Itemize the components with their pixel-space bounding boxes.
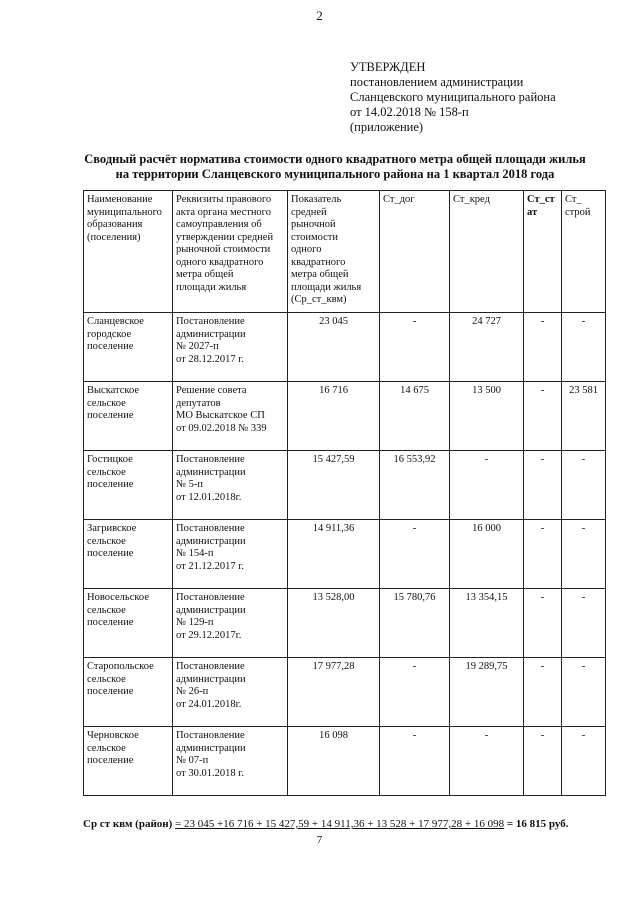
header-line: самоуправления об [176, 219, 262, 230]
cell-line: от 09.02.2018 № 339 [176, 422, 267, 434]
header-line: образования [87, 219, 143, 230]
dog-cell: 14 675 [380, 382, 450, 451]
calculation-table [83, 190, 606, 796]
stat-cell: - [524, 382, 562, 451]
stat-cell: - [524, 658, 562, 727]
settlement-name-cell [84, 313, 173, 382]
cell-line: Выскатское [87, 385, 140, 396]
table-row [84, 589, 606, 658]
title-line: на территории Сланцевского муниципального района на 1 квартал 2018 года [115, 167, 555, 181]
settlement-name-cell [84, 451, 173, 520]
cell-line: № 129-п [176, 617, 214, 628]
table-body [84, 313, 606, 796]
header-line: утверждении средней [176, 231, 274, 243]
cell-line: депутатов [176, 397, 221, 409]
cell-line: № 154-п [176, 548, 214, 559]
cell-line: сельское [87, 535, 126, 547]
cell-line: № 5-п [176, 479, 204, 490]
cell-line: поселение [87, 548, 134, 559]
column-header [380, 191, 450, 313]
kred-cell: 16 000 [450, 520, 524, 589]
approval-line: от 14.02.2018 № 158-п [350, 105, 469, 119]
formula [83, 818, 568, 830]
cell-line: Сланцевское [87, 316, 144, 327]
cell-line: администрации [176, 328, 246, 340]
legal-act-cell [173, 658, 288, 727]
cell-line: Гостицкое [87, 454, 133, 465]
header-line: Ст_ст [527, 194, 555, 205]
cell-line: Новосельское [87, 592, 149, 603]
kred-cell: 24 727 [450, 313, 524, 382]
cell-line: от 29.12.2017г. [176, 629, 242, 641]
stroy-cell: - [562, 658, 606, 727]
stat-cell: - [524, 313, 562, 382]
legal-act-cell [173, 451, 288, 520]
cell-line: от 28.12.2017 г. [176, 353, 244, 365]
cell-line: Постановление [176, 316, 245, 327]
settlement-name-cell [84, 382, 173, 451]
header-line: (Ср_ст_квм) [291, 294, 347, 305]
stroy-cell: - [562, 727, 606, 796]
cell-line: Постановление [176, 454, 245, 465]
cell-line: Постановление [176, 523, 245, 534]
header-line: средней [291, 206, 327, 218]
legal-act-cell [173, 520, 288, 589]
cell-line: поселение [87, 341, 134, 352]
legal-act-cell [173, 382, 288, 451]
cell-line: МО Выскатское СП [176, 410, 265, 421]
cell-line: Постановление [176, 661, 245, 672]
approval-block [350, 60, 556, 135]
cell-line: сельское [87, 604, 126, 616]
header-line: метра общей [176, 269, 234, 280]
stroy-cell: - [562, 451, 606, 520]
dog-cell: - [380, 313, 450, 382]
header-line: Реквизиты правового [176, 194, 272, 205]
settlement-name-cell [84, 658, 173, 727]
header-line: одного квадратного [176, 256, 264, 268]
formula-label: Ср ст квм (район) [83, 818, 176, 830]
approval-line: (приложение) [350, 120, 424, 134]
cell-line: от 21.12.2017 г. [176, 560, 244, 572]
stroy-cell: - [562, 589, 606, 658]
stroy-cell: - [562, 313, 606, 382]
header-line: муниципального [87, 206, 162, 218]
table-row [84, 520, 606, 589]
cell-line: от 30.01.2018 г. [176, 767, 244, 779]
stat-cell: - [524, 451, 562, 520]
page-number: 2 [316, 8, 323, 23]
header-line: акта органа местного [176, 206, 271, 218]
cell-line: администрации [176, 466, 246, 478]
cell-line: сельское [87, 742, 126, 754]
legal-act-cell [173, 589, 288, 658]
header-line: Ст_кред [453, 194, 490, 205]
header-line: площади жилья [176, 281, 247, 293]
legal-act-cell [173, 313, 288, 382]
cell-line: Старопольское [87, 661, 154, 672]
stroy-cell: 23 581 [562, 382, 606, 451]
cell-line: Загривское [87, 523, 137, 534]
table-row [84, 658, 606, 727]
header-line: рыночной [291, 219, 336, 230]
cell-line: администрации [176, 535, 246, 547]
stat-cell: - [524, 727, 562, 796]
column-header [524, 191, 562, 313]
formula-expression: = 23 045 +16 716 + 15 427,59 + 14 911,36 + 13 528 + 17 977,28 + 16 098 [175, 818, 505, 830]
column-header [288, 191, 380, 313]
avg-cell: 16 098 [288, 727, 380, 796]
stat-cell: - [524, 520, 562, 589]
formula-result: = 16 815 руб. [504, 818, 569, 830]
cell-line: Постановление [176, 730, 245, 741]
dog-cell: - [380, 658, 450, 727]
cell-line: сельское [87, 466, 126, 478]
settlement-name-cell [84, 520, 173, 589]
cell-line: Решение совета [176, 385, 247, 396]
stroy-cell: - [562, 520, 606, 589]
approval-line: УТВЕРЖДЕН [350, 60, 426, 74]
table-row [84, 451, 606, 520]
approval-line: Сланцевского муниципального района [350, 90, 556, 104]
cell-line: администрации [176, 673, 246, 685]
header-line: Наименование [87, 194, 153, 205]
header-line: стоимости [291, 231, 339, 243]
kred-cell: 13 354,15 [450, 589, 524, 658]
avg-cell: 16 716 [288, 382, 380, 451]
column-header [562, 191, 606, 313]
table-row [84, 382, 606, 451]
header-line: метра общей [291, 269, 349, 280]
cell-line: № 07-п [176, 755, 209, 766]
table-row [84, 313, 606, 382]
cell-line: Постановление [176, 592, 245, 603]
title-line: Сводный расчёт норматива стоимости одного квадратного метра общей площади жилья [84, 152, 586, 166]
cell-line: сельское [87, 673, 126, 685]
kred-cell: - [450, 451, 524, 520]
cell-line: сельское [87, 397, 126, 409]
header-line: одного [291, 244, 322, 255]
settlement-name-cell [84, 727, 173, 796]
column-header [450, 191, 524, 313]
footer-page-number: 7 [316, 834, 323, 846]
header-line: (поселения) [87, 231, 141, 243]
avg-cell: 13 528,00 [288, 589, 380, 658]
cell-line: поселение [87, 686, 134, 697]
cell-line: № 2027-п [176, 341, 219, 352]
avg-cell: 17 977,28 [288, 658, 380, 727]
cell-line: поселение [87, 617, 134, 628]
kred-cell: 13 500 [450, 382, 524, 451]
table-header-row [84, 191, 606, 313]
cell-line: поселение [87, 479, 134, 490]
dog-cell: - [380, 520, 450, 589]
document-title [40, 152, 630, 182]
header-line: ат [527, 206, 538, 218]
column-header [173, 191, 288, 313]
cell-line: администрации [176, 742, 246, 754]
avg-cell: 15 427,59 [288, 451, 380, 520]
kred-cell: - [450, 727, 524, 796]
legal-act-cell [173, 727, 288, 796]
cell-line: от 12.01.2018г. [176, 491, 242, 503]
cell-line: от 24.01.2018г. [176, 698, 242, 710]
approval-line: постановлением администрации [350, 75, 524, 89]
cell-line: Черновское [87, 730, 139, 741]
header-line: строй [565, 206, 591, 218]
header-line: Показатель [291, 194, 342, 205]
header-line: Ст_дог [383, 194, 415, 205]
column-header [84, 191, 173, 313]
cell-line: администрации [176, 604, 246, 616]
header-line: площади жилья [291, 281, 362, 293]
avg-cell: 23 045 [288, 313, 380, 382]
dog-cell: 16 553,92 [380, 451, 450, 520]
dog-cell: 15 780,76 [380, 589, 450, 658]
header-line: квадратного [291, 256, 346, 268]
avg-cell: 14 911,36 [288, 520, 380, 589]
dog-cell: - [380, 727, 450, 796]
table-row [84, 727, 606, 796]
cell-line: № 26-п [176, 686, 209, 697]
cell-line: поселение [87, 755, 134, 766]
header-line: рыночной стоимости [176, 244, 271, 255]
cell-line: городское [87, 328, 132, 340]
stat-cell: - [524, 589, 562, 658]
header-line: Ст_ [565, 194, 582, 205]
kred-cell: 19 289,75 [450, 658, 524, 727]
cell-line: поселение [87, 410, 134, 421]
settlement-name-cell [84, 589, 173, 658]
